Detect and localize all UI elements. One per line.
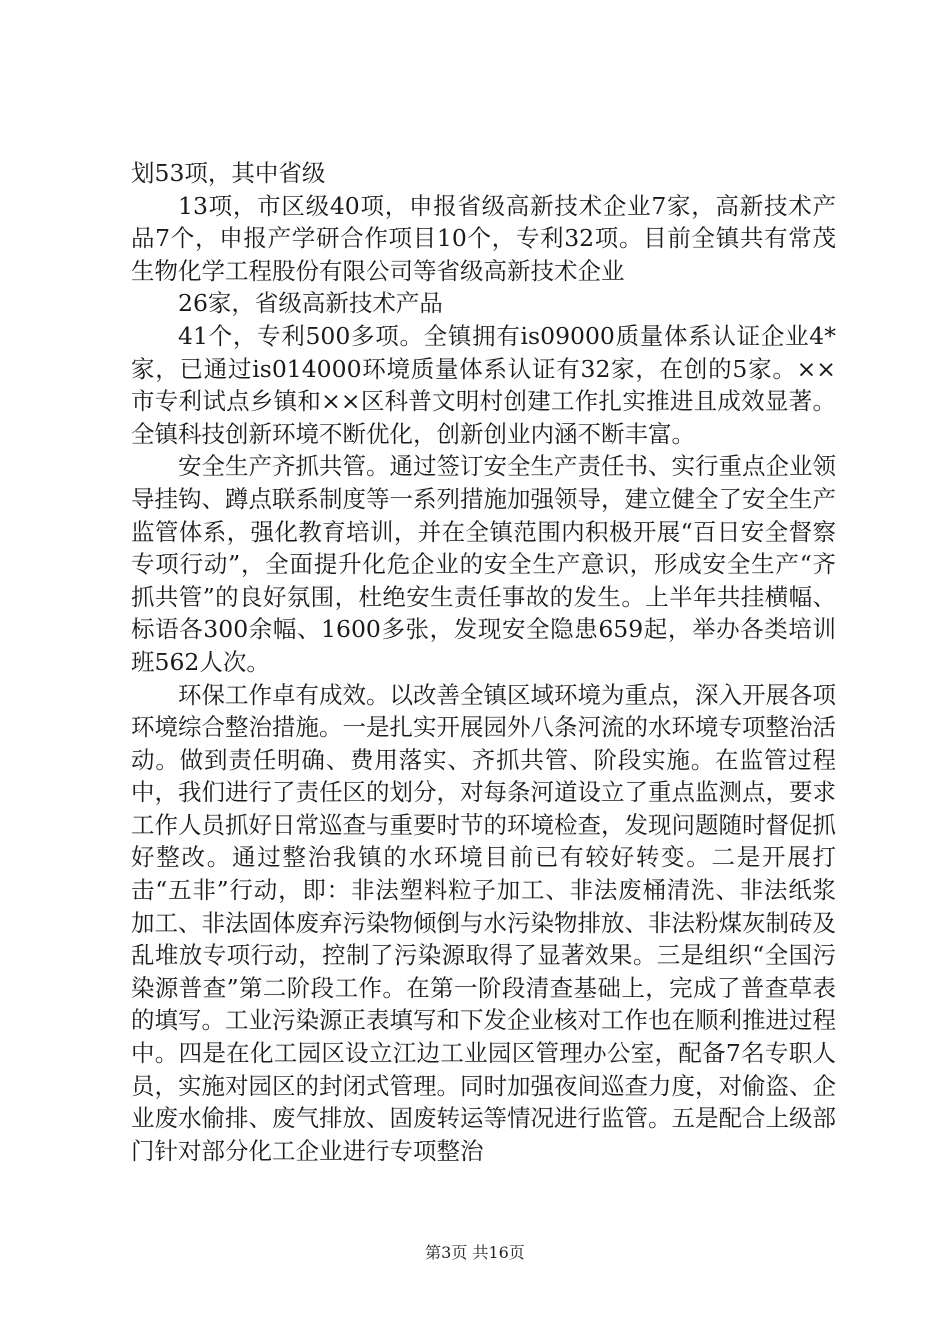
paragraph: 26家，省级高新技术产品	[178, 289, 443, 318]
page-number: 第3页 共16页	[425, 1243, 525, 1262]
paragraph: 划53项，其中省级	[131, 159, 326, 187]
document-body	[131, 157, 836, 1167]
page-footer	[0, 1240, 950, 1263]
paragraph: 13项，市区级40项，申报省级高新技术企业7家，高新技术产品7个，申报产学研合作项目10个，专利32项。目前全镇共有常茂生物化学工程股份有限公司等省级高新技术企业	[131, 191, 836, 285]
paragraph: 环保工作卓有成效。以改善全镇区域环境为重点，深入开展各项环境综合整治措施。一是扎实开展园外八条河流的水环境专项整治活动。做到责任明确、费用落实、齐抓共管、阶段实施。在监管过程中，我们进行了责任区的划分，对每条河道设立了重点监测点，要求工作人员抓好日常巡查与重要时节的环境检查，发现问题随时督促抓好整改。通过整治我镇的水环境目前已有较好转变。二是开展打击“五非”行动，即：非法塑料粒子加工、非法废桶清洗、非法纸浆加工、非法固体废弃污染物倾倒与水污染物排放、非法粉煤灰制砖及乱堆放专项行动，控制了污染源取得了显著效果。三是组织“全国污染源普查”第二阶段工作。在第一阶段清查基础上，完成了普查草表的填写。工业污染源正表填写和下发企业核对工作也在顺利推进过程中。四是在化工园区设立江边工业园区管理办公室，配备7名专职人员，实施对园区的封闭式管理。同时加强夜间巡查力度，对偷盗、企业废水偷排、废气排放、固废转运等情况进行监管。五是配合上级部门针对部分化工企业进行专项整治	[131, 680, 836, 1165]
paragraph: 安全生产齐抓共管。通过签订安全生产责任书、实行重点企业领导挂钩、蹲点联系制度等一系列措施加强领导，建立健全了安全生产监管体系，强化教育培训，并在全镇范围内积极开展“百日安全督察专项行动”，全面提升化危企业的安全生产意识，形成安全生产“齐抓共管”的良好氛围，杜绝安生责任事故的发生。上半年共挂横幅、标语各300余幅、1600多张，发现安全隐患659起，举办各类培训班562人次。	[131, 452, 836, 676]
paragraph: 41个，专利500多项。全镇拥有is09000质量体系认证企业4*家，已通过is014000环境质量体系认证有32家，在创的5家。××市专利试点乡镇和××区科普文明村创建工作扎实推进且成效显著。全镇科技创新环境不断优化，创新创业内涵不断丰富。	[131, 321, 836, 448]
